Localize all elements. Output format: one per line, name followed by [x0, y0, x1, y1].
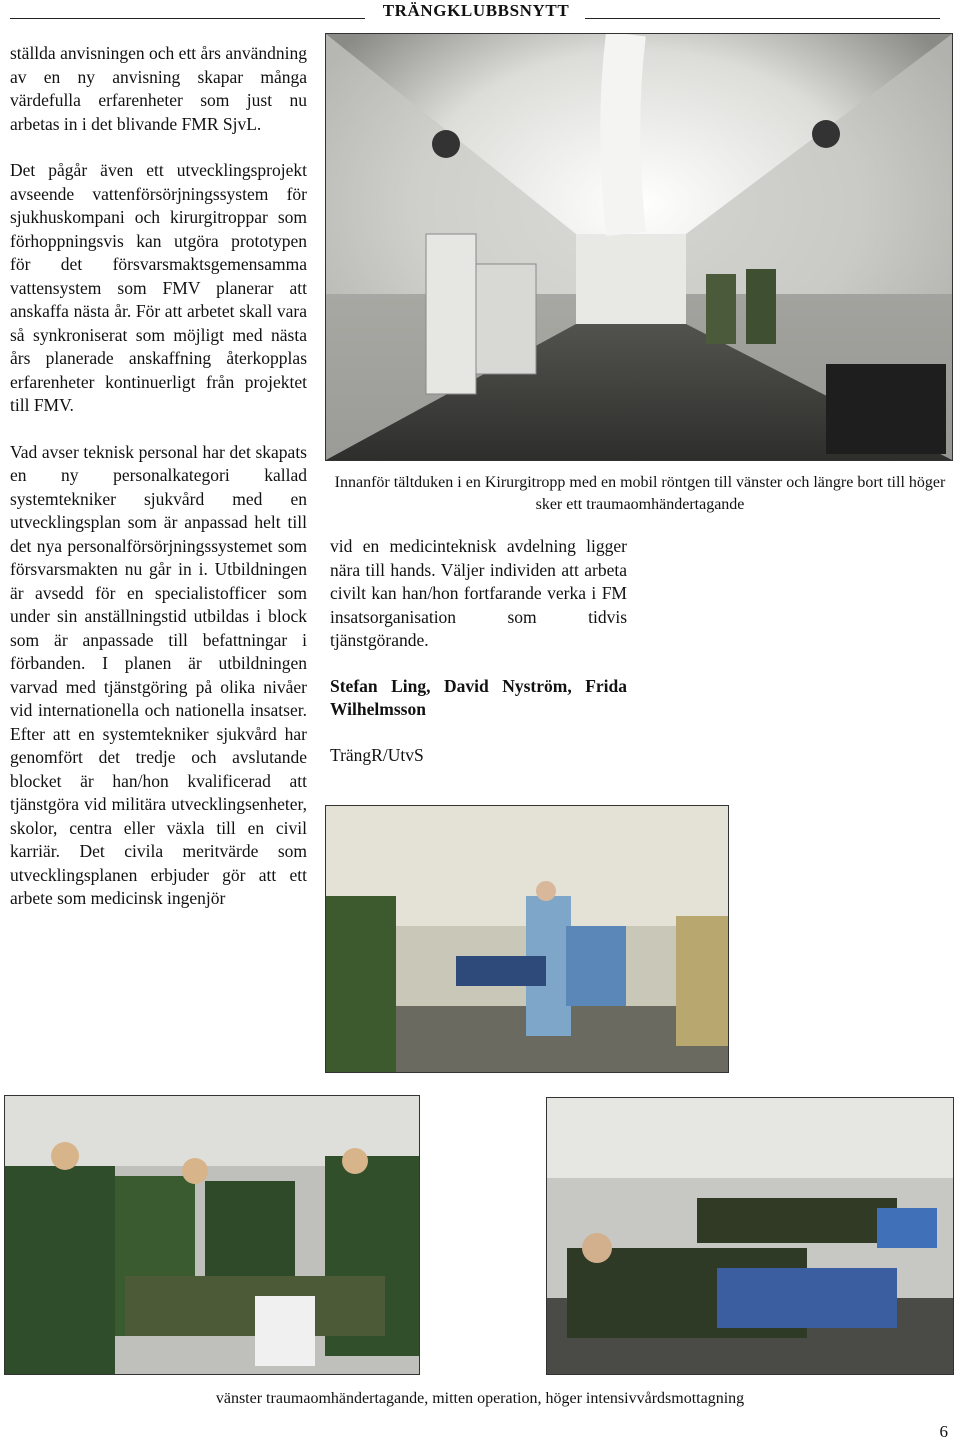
- middle-text-column: [330, 535, 627, 789]
- intensive-care-photo: [546, 1097, 954, 1375]
- paragraph: Vad avser teknisk personal har det skapats en ny personalkategori kallad systemtekniker sjukvård med en utvecklingsplan som är anpassad helt till det nya personalförsörjningssystemet som försvarsmakten nu går in i. Utbildningen är avsedd för en specialistofficer som under sin anställningstid utbildas i block som är anpassade till befattningar i förbanden. I planen är utbildningen varvad med tjänstgöring på olika nivåer vid internationella och nationella insatser. Efter att en systemtekniker sjukvård har genomfört det tredje och avslutande blocket är han/hon kvalificerad att tjänstgöra vid militära utvecklingsenheter, skolor, centra eller växla till en civil karriär. Det civila meritvärde som utvecklingsplanen erbjuder gör att ett arbete som medicinsk ingenjör: [10, 441, 307, 908]
- authors: Stefan Ling, David Nyström, Frida Wilhelmsson: [330, 675, 627, 719]
- author-unit: TrängR/UtvS: [330, 744, 424, 765]
- paragraph: Det pågår även ett utvecklingsprojekt avseende vattenförsörjningssystem för sjukhuskompani och kirurgitroppar som förhoppningsvis kan utgöra prototypen för det försvarsmaktsgemensamma vattensystem som FMV planerar att anskaffa nästa år. För att arbetet skall vara så synkroniserat som möjligt med nästa års planerade anskaffning återkopplas erfarenheter kontinuerligt från projektet till FMV.: [10, 160, 307, 415]
- header-rule-left: [10, 18, 365, 19]
- page-header-title: TRÄNGKLUBBSNYTT: [382, 1, 570, 20]
- bottom-photos-caption: vänster traumaomhändertagande, mitten operation, höger intensivvårdsmottagning: [215, 1390, 745, 1407]
- operation-photo: [325, 805, 729, 1073]
- tent-interior-photo: [325, 33, 953, 461]
- paragraph: ställda anvisningen och ett års användning av en ny anvisning skapar många värdefulla erfarenheter som just nu arbetas in i det blivande FMR SjvL.: [10, 43, 307, 134]
- trauma-care-photo: [4, 1095, 420, 1375]
- header-rule-right: [585, 18, 940, 19]
- tent-photo-caption: Innanför tältduken i en Kirurgitropp med en mobil röntgen till vänster och längre bort till höger sker ett traumaomhändertagande: [334, 474, 946, 513]
- left-text-column: [10, 42, 307, 934]
- paragraph: vid en medicinteknisk avdelning ligger nära till hands. Väljer individen att arbeta civilt kan han/hon fortfarande verka i FM insatsorganisation som tidvis tjänstgörande.: [330, 536, 627, 650]
- page-number: 6: [939, 1422, 948, 1441]
